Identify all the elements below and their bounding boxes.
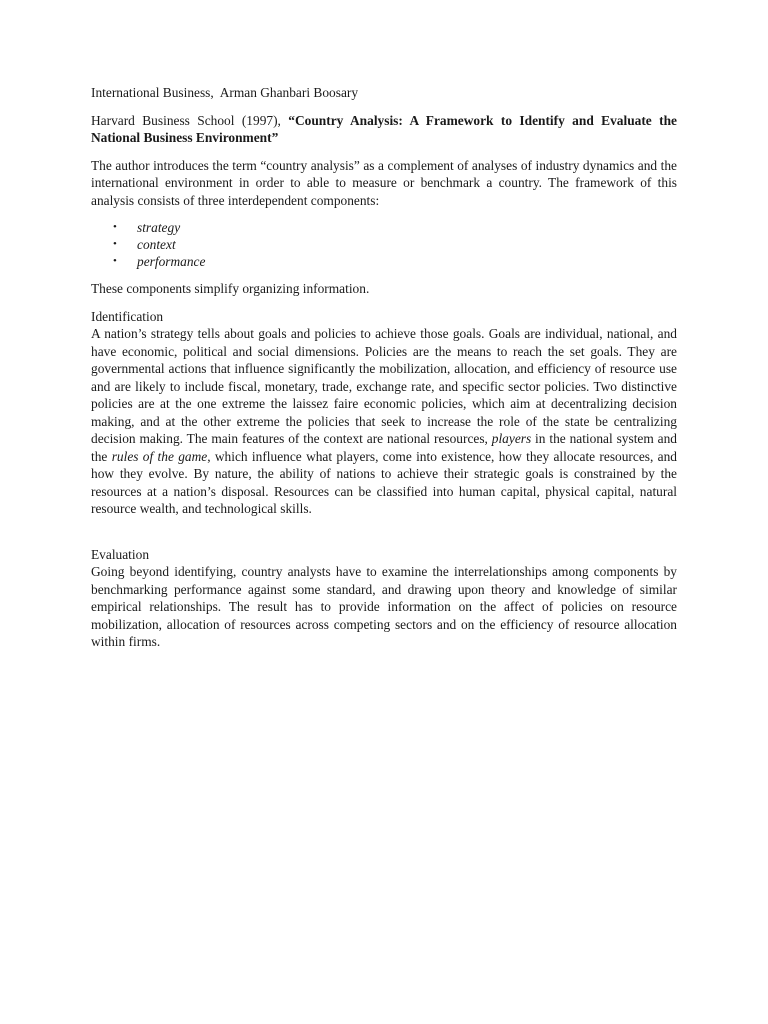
bullet-icon: •	[113, 238, 117, 250]
component-context: context	[137, 237, 176, 252]
author-name: Arman Ghanbari Boosary	[219, 85, 359, 100]
spacer	[91, 528, 677, 546]
component-strategy: strategy	[137, 220, 181, 235]
document-header	[91, 84, 677, 102]
bullet-icon: •	[113, 221, 117, 233]
summary-paragraph: These components simplify organizing information.	[91, 281, 370, 296]
components-list	[91, 219, 677, 270]
list-item	[91, 236, 677, 253]
identification-paragraph	[91, 325, 677, 518]
bullet-icon: •	[113, 255, 117, 267]
list-item	[91, 253, 677, 270]
component-performance: performance	[137, 254, 206, 269]
evaluation-heading: Evaluation	[91, 546, 150, 562]
players-term: players	[491, 431, 532, 446]
identification-text-2: in the national system and the	[91, 431, 677, 464]
rules-term: rules of the game	[111, 448, 208, 464]
citation	[91, 112, 677, 147]
identification-text-1: A nation’s strategy tells about goals and policies to achieve those goals. Goals are individual, national, and have economic, political and social dimensions. Policies are the means to reach the set goals. They are governmental actions that influence significantly the mobilization, allocation, and efficiency of resource use and are likely to include fiscal, monetary, trade, exchange rate, and specific sector policies. Two distinctive policies are at the one extreme the laissez faire economic policies, which aim at decentralizing decision making, and at the other extreme the policies that seek to increase the role of the state be centralizing decision making. The main features of the context are national resources,	[91, 326, 677, 446]
document-page	[91, 84, 677, 661]
citation-title: “Country Analysis: A Framework to Identify and Evaluate the National Business Environment”	[91, 112, 677, 145]
course-name: International Business,	[91, 85, 214, 100]
citation-source: Harvard Business School (1997),	[91, 112, 281, 128]
identification-heading: Identification	[91, 308, 164, 324]
evaluation-paragraph: Going beyond identifying, country analysts have to examine the interrelationships among components by benchmarking performance against some standard, and drawing upon theory and knowledge of similar empirical relationships. The result has to provide information on the affect of policies on resource mobilization, allocation of resources across competing sectors and on the efficiency of resource allocation within firms.	[91, 564, 677, 649]
intro-paragraph: The author introduces the term “country analysis” as a complement of analyses of industry dynamics and the international environment in order to able to measure or benchmark a country. The framework of this analysis consists of three interdependent components:	[91, 157, 677, 208]
list-item	[91, 219, 677, 236]
identification-text-3: , which influence what players, come into existence, how they allocate resources, and how they evolve. By nature, the ability of nations to achieve their strategic goals is constrained by the resources at a nation’s disposal. Resources can be classified into human capital, physical capital, natural resource wealth, and technological skills.	[91, 448, 677, 516]
